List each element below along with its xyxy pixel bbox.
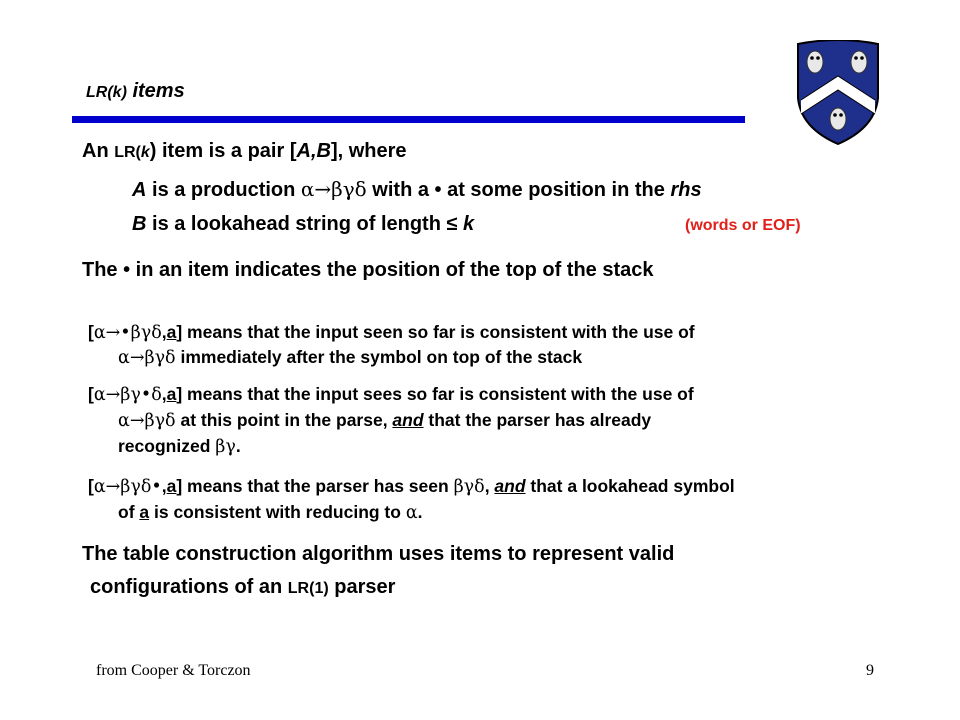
item2-lookahead: a [166, 384, 177, 404]
item3-alpha: α [405, 503, 418, 523]
text-k-length: k [463, 213, 475, 235]
text-prod-symbols: α→βγδ [300, 177, 367, 201]
text-k: k [140, 144, 150, 161]
text-an: An [82, 140, 115, 162]
item2-text2b: that the parser has already [423, 410, 652, 430]
title-word: items [126, 80, 185, 102]
footer-source: from Cooper & Torczon [96, 662, 251, 679]
text-lookahead: is a lookahead string of length ≤ [146, 213, 464, 235]
text-B: B [132, 213, 147, 235]
item3-seen-symbols: βγδ [453, 477, 485, 497]
comma: , [484, 476, 495, 496]
item1-lookahead: a [166, 322, 177, 342]
text-with-dot: with a • at some position in the [366, 179, 671, 201]
item3-line2 [118, 502, 423, 523]
text-ab: A,B [296, 140, 331, 162]
title-close: ) [121, 84, 127, 101]
item1-line2 [118, 347, 582, 368]
item3-lookahead2: a [139, 502, 150, 522]
item3-of: of [118, 502, 140, 522]
item3-text-b: that a lookahead symbol [525, 476, 735, 496]
closing-lr1: LR(1) [287, 580, 329, 597]
item3-and: and [494, 476, 526, 496]
text-production: is a production [146, 179, 301, 201]
slide-title [86, 80, 185, 103]
bracket: [ [88, 322, 94, 342]
item3-line1 [88, 476, 735, 497]
comma: , [161, 476, 167, 496]
period: . [235, 436, 241, 456]
closing-line2 [90, 576, 395, 599]
item3-reducing: is consistent with reducing to [149, 502, 406, 522]
definition-line [82, 140, 407, 163]
production-line [132, 177, 702, 202]
item1-prod: α→βγδ [118, 348, 176, 368]
title-underline-rule [72, 116, 745, 123]
item1-text2: immediately after the symbol on top of the stack [175, 347, 583, 367]
item2-line3 [118, 436, 241, 457]
item2-line1 [88, 384, 694, 405]
closing-text: configurations of an [90, 576, 288, 598]
page-number: 9 [866, 662, 874, 679]
title-lr: LR( [86, 84, 113, 101]
item2-recognized-symbols: βγ [215, 437, 236, 457]
item2-text: ] means that the input sees so far is consistent with the use of [176, 384, 694, 404]
lookahead-line [132, 213, 474, 236]
bracket: [ [88, 476, 94, 496]
rice-university-crest-icon [795, 40, 881, 147]
item2-recognized: recognized [118, 436, 216, 456]
text-rhs: rhs [670, 179, 702, 201]
lookahead-note: (words or EOF) [685, 217, 801, 234]
text-where: ], where [330, 140, 407, 162]
comma: , [161, 322, 167, 342]
dot-position-line: The • in an item indicates the position of the top of the stack [82, 259, 654, 281]
item2-and: and [392, 410, 424, 430]
item1-symbols: α→•βγδ [93, 323, 162, 343]
closing-line1: The table construction algorithm uses items to represent valid [82, 543, 675, 565]
item1-line1 [88, 322, 695, 343]
closing-parser: parser [328, 576, 396, 598]
text-pair: ) item is a pair [ [149, 140, 297, 162]
item1-text: ] means that the input seen so far is consistent with the use of [176, 322, 695, 342]
item2-symbols: α→βγ•δ [93, 385, 162, 405]
bracket: [ [88, 384, 94, 404]
item3-text: ] means that the parser has seen [176, 476, 454, 496]
period: . [417, 502, 423, 522]
item3-symbols: α→βγδ• [93, 477, 162, 497]
title-k: k [112, 84, 122, 101]
text-A: A [132, 179, 147, 201]
text-lr: LR( [114, 144, 141, 161]
comma: , [161, 384, 167, 404]
item2-line2 [118, 410, 651, 431]
item3-lookahead: a [166, 476, 177, 496]
item2-prod: α→βγδ [118, 411, 176, 431]
item2-text2a: at this point in the parse, [175, 410, 393, 430]
